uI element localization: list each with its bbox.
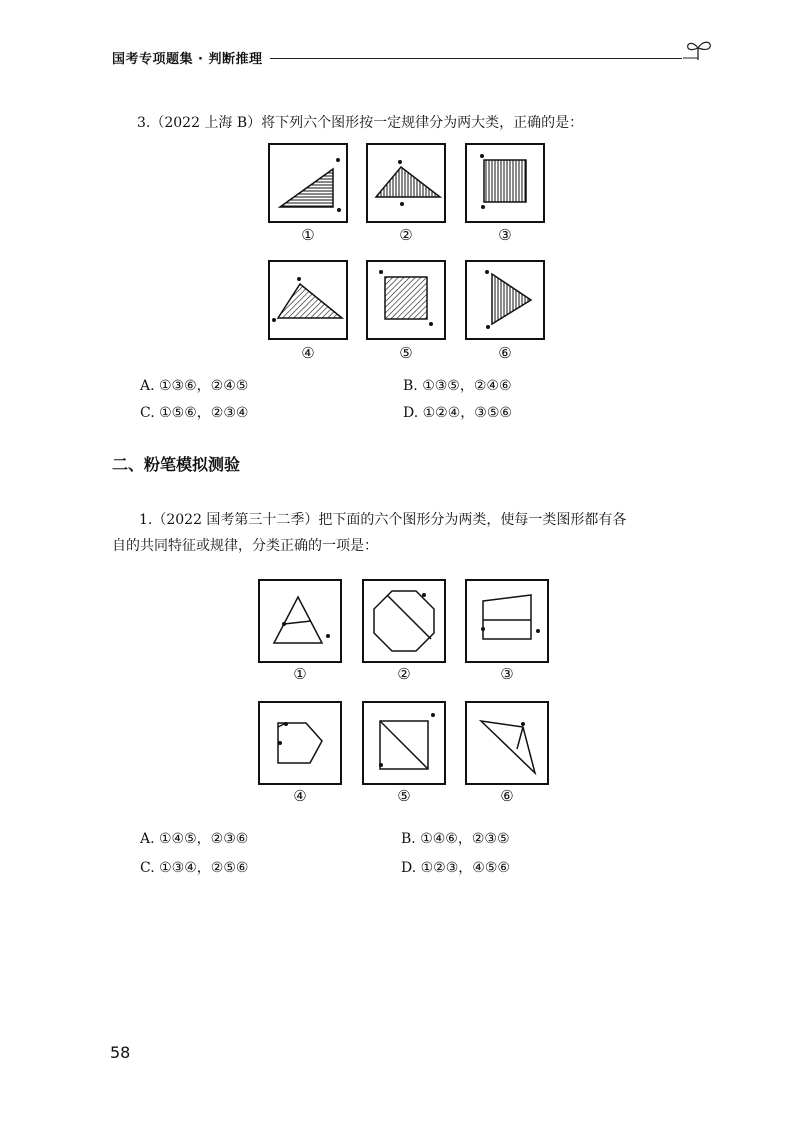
section-heading: 二、粉笔模拟测验 (112, 455, 241, 474)
q3-label-1: ① (301, 226, 315, 244)
q1-figure-3 (465, 579, 549, 663)
header-rule (270, 58, 682, 59)
q1-option-a[interactable]: A. ①④⑤，②③⑥ (140, 831, 249, 847)
q3-label-3: ③ (498, 226, 512, 244)
q1-figure-5 (362, 701, 446, 785)
q3-option-b[interactable]: B. ①③⑤，②④⑥ (403, 378, 512, 394)
q3-label-4: ④ (301, 344, 315, 362)
q3-option-a[interactable]: A. ①③⑥，②④⑤ (140, 378, 249, 394)
page-number: 58 (110, 1043, 131, 1062)
sprout-icon (683, 36, 715, 62)
q3-figure-4 (268, 260, 348, 340)
q1-figure-2 (362, 579, 446, 663)
q1-label-2: ② (397, 665, 411, 683)
q1-label-1: ① (293, 665, 307, 683)
q1-figure-6 (465, 701, 549, 785)
q1-figure-1 (258, 579, 342, 663)
q3-figure-1 (268, 143, 348, 223)
q1-option-c[interactable]: C. ①③④，②⑤⑥ (140, 860, 249, 876)
q1-option-d[interactable]: D. ①②③，④⑤⑥ (401, 860, 510, 876)
q1-label-3: ③ (500, 665, 514, 683)
question-3-stem: 3.（2022 上海 B）将下列六个图形按一定规律分为两大类，正确的是： (137, 115, 584, 131)
question-1-stem-line2: 自的共同特征或规律，分类正确的一项是： (112, 538, 378, 554)
q3-label-5: ⑤ (399, 344, 413, 362)
q3-option-d[interactable]: D. ①②④，③⑤⑥ (403, 405, 512, 421)
q3-figure-3 (465, 143, 545, 223)
question-1-stem-line1: 1.（2022 国考第三十二季）把下面的六个图形分为两类，使每一类图形都有各 (139, 512, 627, 528)
q3-label-6: ⑥ (498, 344, 512, 362)
q3-figure-6 (465, 260, 545, 340)
q1-figure-4 (258, 701, 342, 785)
q3-figure-2 (366, 143, 446, 223)
q1-label-5: ⑤ (397, 787, 411, 805)
q3-option-c[interactable]: C. ①⑤⑥，②③④ (140, 405, 249, 421)
q1-option-b[interactable]: B. ①④⑥，②③⑤ (401, 831, 510, 847)
q1-label-4: ④ (293, 787, 307, 805)
q1-label-6: ⑥ (500, 787, 514, 805)
q3-figure-5 (366, 260, 446, 340)
q3-label-2: ② (399, 226, 413, 244)
running-header: 国考专项题集 · 判断推理 (112, 52, 263, 67)
